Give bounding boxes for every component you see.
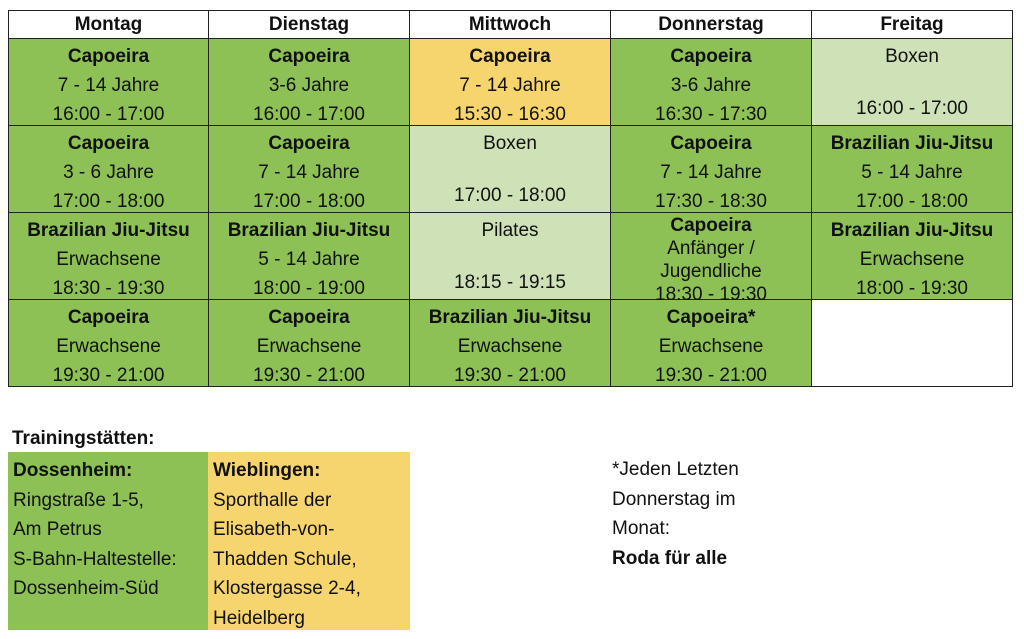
class-group: Erwachsene	[256, 336, 362, 357]
class-title: Capoeira	[67, 307, 150, 328]
class-title: Capoeira	[670, 215, 752, 236]
class-time: 17:00 - 18:00	[856, 191, 968, 212]
day-header-monday: Montag	[9, 11, 209, 39]
class-title: Capoeira	[67, 46, 150, 67]
footnote-line: Donnerstag im	[612, 488, 736, 510]
class-title: Capoeira	[670, 46, 752, 67]
training-sites-title: Trainingstätten:	[12, 428, 155, 449]
class-title: Brazilian Jiu-Jitsu	[428, 307, 592, 328]
schedule-row	[9, 39, 1013, 126]
site-address-line: Elisabeth-von-	[213, 519, 335, 540]
class-title: Capoeira	[268, 307, 350, 328]
footnote-line: Monat:	[612, 518, 671, 539]
class-slot	[611, 39, 812, 126]
class-time: 17:00 - 18:00	[52, 191, 165, 212]
class-title: Brazilian Jiu-Jitsu	[830, 133, 994, 154]
class-title: Boxen	[885, 46, 939, 67]
class-slot	[410, 39, 611, 126]
class-slot	[209, 126, 410, 213]
class-slot	[9, 39, 209, 126]
site-address-line: Am Petrus	[13, 519, 102, 540]
class-slot	[611, 126, 812, 213]
schedule-row	[9, 300, 1013, 387]
class-title: Capoeira	[268, 133, 350, 154]
class-time: 16:30 - 17:30	[655, 104, 767, 125]
class-slot	[812, 126, 1013, 213]
schedule-row	[9, 213, 1013, 300]
class-time: 17:00 - 18:00	[454, 185, 566, 206]
footnote-highlight: Roda für alle	[612, 547, 728, 569]
site-address-line: Sporthalle der	[213, 489, 332, 511]
class-title: Capoeira	[268, 46, 350, 67]
class-title: Capoeira	[670, 133, 752, 154]
class-group: Erwachsene	[56, 249, 161, 270]
class-group: 7 - 14 Jahre	[57, 75, 160, 96]
class-slot	[209, 300, 410, 387]
class-slot	[611, 213, 812, 305]
class-slot	[410, 126, 611, 213]
class-title: Brazilian Jiu-Jitsu	[830, 220, 994, 241]
class-time: 18:30 - 19:30	[655, 284, 767, 305]
class-group: Erwachsene	[859, 249, 965, 270]
class-title: Boxen	[483, 133, 537, 154]
class-title: Capoeira	[469, 46, 551, 67]
class-time: 19:30 - 21:00	[655, 365, 767, 386]
footnote-line: *Jeden Letzten	[612, 459, 739, 480]
class-time: 16:00 - 17:00	[52, 104, 165, 125]
class-slot	[410, 213, 611, 300]
site-address-line: S-Bahn-Haltestelle:	[13, 548, 177, 570]
class-group: 7 - 14 Jahre	[459, 75, 561, 96]
footnote	[612, 455, 739, 573]
class-time: 18:00 - 19:30	[856, 278, 968, 299]
site-name: Dossenheim:	[13, 460, 133, 481]
class-title: Capoeira*	[666, 307, 756, 328]
class-time: 16:00 - 17:00	[253, 104, 365, 125]
site-address-line: Heidelberg	[213, 607, 305, 629]
class-time: 18:30 - 19:30	[52, 278, 165, 299]
day-header-row	[9, 11, 1013, 39]
day-header-tuesday: Dienstag	[209, 11, 410, 39]
site-wieblingen	[208, 452, 410, 630]
site-address-line: Klostergasse 2-4,	[213, 578, 361, 599]
schedule-row	[9, 126, 1013, 213]
day-header-thursday: Donnerstag	[611, 11, 812, 39]
site-address-line: Thadden Schule,	[213, 548, 357, 570]
site-address-line: Ringstraße 1-5,	[13, 489, 144, 511]
class-group: 5 - 14 Jahre	[861, 162, 963, 183]
class-slot	[9, 300, 209, 387]
class-slot	[611, 300, 812, 387]
class-time: 16:00 - 17:00	[856, 98, 968, 119]
class-slot	[812, 213, 1013, 300]
class-time: 18:15 - 19:15	[454, 272, 566, 293]
class-time: 19:30 - 21:00	[52, 365, 165, 386]
class-slot	[209, 39, 410, 126]
empty-slot	[812, 300, 1013, 387]
class-time: 17:00 - 18:00	[253, 191, 365, 212]
class-slot	[410, 300, 611, 387]
class-title: Brazilian Jiu-Jitsu	[227, 220, 391, 241]
class-time: 15:30 - 16:30	[454, 104, 566, 125]
class-group: 7 - 14 Jahre	[660, 162, 762, 183]
day-header-wednesday: Mittwoch	[410, 11, 611, 39]
class-group: Anfänger /	[667, 238, 755, 259]
day-header-friday: Freitag	[812, 11, 1013, 39]
class-group: Jugendliche	[660, 261, 762, 282]
class-title: Pilates	[481, 220, 539, 241]
class-time: 19:30 - 21:00	[454, 365, 566, 386]
class-time: 19:30 - 21:00	[253, 365, 365, 386]
class-group: 3-6 Jahre	[670, 75, 752, 96]
site-dossenheim	[8, 452, 208, 630]
schedule-table	[8, 10, 1013, 387]
class-time: 17:30 - 18:30	[655, 191, 767, 212]
class-group: Erwachsene	[56, 336, 161, 357]
class-group: Erwachsene	[658, 336, 764, 357]
class-slot	[209, 213, 410, 300]
site-name: Wieblingen:	[213, 460, 321, 481]
class-slot	[9, 126, 209, 213]
class-time: 18:00 - 19:00	[253, 278, 365, 299]
class-group: Erwachsene	[457, 336, 563, 357]
class-title: Capoeira	[67, 133, 150, 154]
class-title: Brazilian Jiu-Jitsu	[27, 220, 190, 241]
class-group: 5 - 14 Jahre	[258, 249, 360, 270]
class-group: 3-6 Jahre	[268, 75, 350, 96]
site-address-line: Dossenheim-Süd	[13, 578, 159, 599]
class-slot	[9, 213, 209, 300]
class-group: 7 - 14 Jahre	[258, 162, 360, 183]
class-slot	[812, 39, 1013, 126]
class-group: 3 - 6 Jahre	[63, 162, 154, 183]
